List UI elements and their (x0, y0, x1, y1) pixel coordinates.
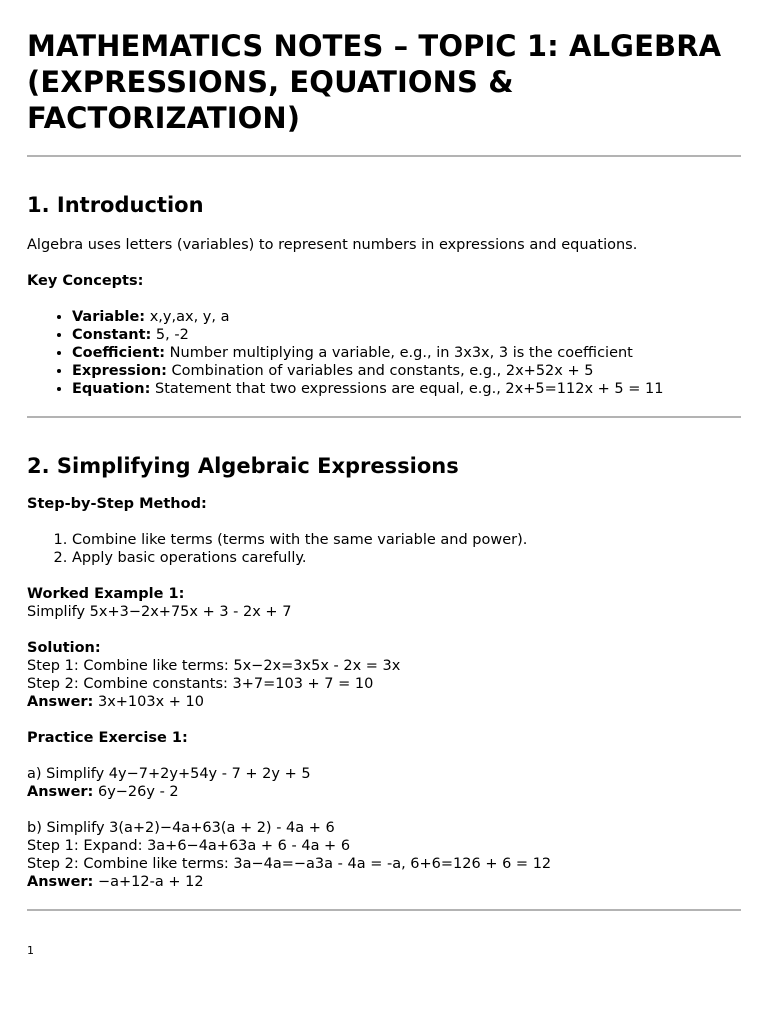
list-item (72, 308, 741, 326)
concept-term: Expression: (72, 363, 167, 379)
list-item: 2. Apply basic operations carefully. (72, 549, 741, 567)
concept-term: Constant: (72, 327, 152, 343)
practice-a (27, 765, 741, 801)
answer-value: −a+12-a + 12 (93, 874, 204, 890)
solution-block (27, 639, 741, 711)
concept-text: 5, -2 (151, 327, 189, 343)
practice-step: Step 1: Expand: 3a+6−4a+63a + 6 - 4a + 6 (27, 838, 351, 854)
solution-step: Step 1: Combine like terms: 5x−2x=3x5x - 2x = 3x (27, 658, 401, 674)
concept-text: Combination of variables and constants, e.g., 2x+52x + 5 (166, 363, 594, 379)
practice-label: Practice Exercise 1: (27, 730, 188, 746)
worked-example (27, 585, 741, 621)
list-item (72, 326, 741, 344)
practice-b (27, 819, 741, 891)
divider (27, 416, 741, 418)
practice-answer (27, 873, 741, 891)
list-item (72, 344, 741, 362)
divider (27, 155, 741, 157)
divider (27, 909, 741, 911)
example-label: Worked Example 1: (27, 586, 185, 602)
section-heading-simplifying: 2. Simplifying Algebraic Expressions (27, 454, 459, 478)
concept-term: Coefficient: (72, 345, 166, 361)
answer-label: Answer: (27, 874, 94, 890)
method-steps-list (27, 531, 741, 567)
solution-label: Solution: (27, 640, 101, 656)
key-concepts-list (27, 308, 741, 398)
answer-value: 3x+103x + 10 (93, 694, 204, 710)
intro-paragraph: Algebra uses letters (variables) to represent numbers in expressions and equations. (27, 237, 638, 253)
concept-text: Number multiplying a variable, e.g., in 3x3x, 3 is the coefficient (165, 345, 633, 361)
concept-term: Equation: (72, 381, 151, 397)
solution-answer (27, 693, 741, 711)
concept-text: x,y,ax, y, a (145, 309, 230, 325)
practice-step: Step 2: Combine like terms: 3a−4a=−a3a - 4a = -a, 6+6=126 + 6 = 12 (27, 856, 552, 872)
method-label: Step-by-Step Method: (27, 496, 207, 512)
concept-text: Statement that two expressions are equal, e.g., 2x+5=112x + 5 = 11 (150, 381, 664, 397)
list-item: 1. Combine like terms (terms with the same variable and power). (72, 531, 741, 549)
page-title: MATHEMATICS NOTES – TOPIC 1: ALGEBRA (EXPRESSIONS, EQUATIONS & FACTORIZATION) (27, 29, 722, 135)
section-heading-introduction: 1. Introduction (27, 193, 204, 217)
answer-value: 6y−26y - 2 (93, 784, 179, 800)
answer-label: Answer: (27, 694, 94, 710)
practice-question: a) Simplify 4y−7+2y+54y - 7 + 2y + 5 (27, 766, 311, 782)
list-item (72, 362, 741, 380)
key-concepts-label: Key Concepts: (27, 273, 144, 289)
concept-term: Variable: (72, 309, 146, 325)
practice-answer (27, 783, 741, 801)
answer-label: Answer: (27, 784, 94, 800)
example-text: Simplify 5x+3−2x+75x + 3 - 2x + 7 (27, 604, 292, 620)
practice-question: b) Simplify 3(a+2)−4a+63(a + 2) - 4a + 6 (27, 820, 335, 836)
list-item (72, 380, 741, 398)
solution-step: Step 2: Combine constants: 3+7=103 + 7 = 10 (27, 676, 374, 692)
page-number: 1 (27, 944, 34, 957)
